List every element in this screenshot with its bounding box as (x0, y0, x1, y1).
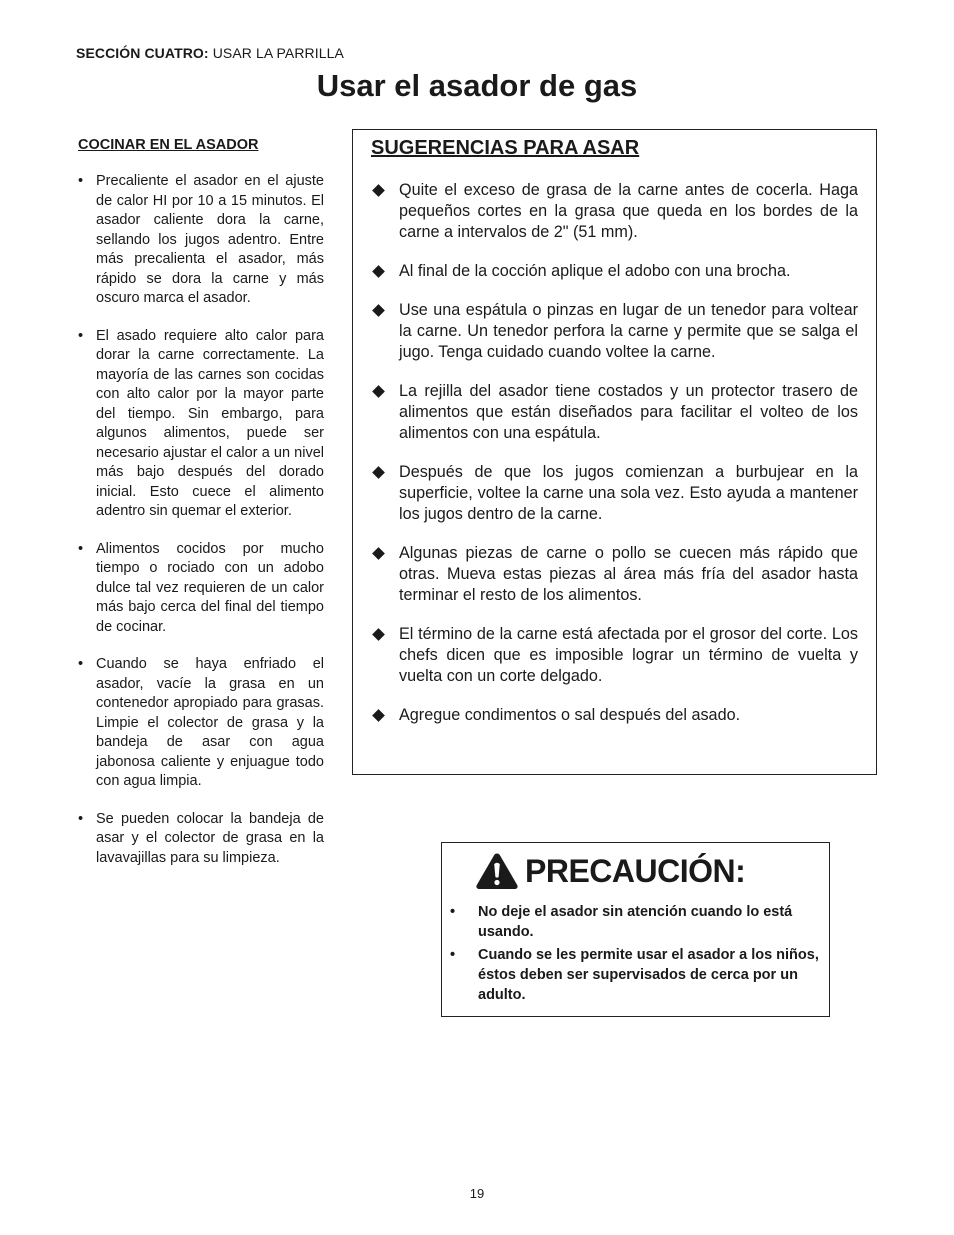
bullet-dot-icon: • (78, 810, 84, 827)
list-item (78, 810, 324, 869)
bullet-dot-icon: • (78, 173, 84, 189)
caution-item (450, 902, 820, 942)
bullet-dot-icon: • (78, 540, 84, 557)
list-item-text: Cuando se haya enfriado el asador, vacíe la grasa en un contenedor apropiado para grasas. Limpie el colector de grasa y la bandeja de asar con agua jabonosa caliente y enjuague todo con agua limpia. (96, 656, 324, 789)
diamond-bullet-icon (372, 184, 385, 197)
tip-text: Algunas piezas de carne o pollo se cuecen más rápido que otras. Mueva estas piezas al área más fría del asador hasta terminar el resto de los alimentos. (399, 544, 858, 604)
tip-item (373, 180, 858, 243)
diamond-bullet-icon (372, 304, 385, 317)
bullet-dot-icon: • (450, 904, 456, 920)
cooking-column (78, 137, 324, 886)
grilling-tips-box (352, 129, 877, 775)
tip-item (373, 543, 858, 606)
tip-item (373, 705, 858, 726)
tip-item (373, 381, 858, 444)
tip-item (373, 624, 858, 687)
diamond-bullet-icon (372, 385, 385, 398)
page-number: 19 (469, 1186, 485, 1201)
tip-text: Después de que los jugos comienzan a burbujear en la superficie, voltee la carne una sola vez. Esto ayuda a mantener los jugos dentro de la carne. (399, 463, 858, 523)
diamond-bullet-icon (372, 628, 385, 641)
list-item (78, 327, 324, 522)
diamond-bullet-icon (372, 265, 385, 278)
tip-text: Al final de la cocción aplique el adobo con una brocha. (399, 262, 791, 280)
caution-item (450, 945, 820, 1005)
tips-heading: SUGERENCIAS PARA ASAR (371, 137, 640, 159)
list-item (78, 172, 324, 309)
tip-text: El término de la carne está afectada por el grosor del corte. Los chefs dicen que es imposible lograr un término de vuelta y vuelta con un corte delgado. (399, 625, 858, 685)
caution-title-row (475, 851, 745, 891)
diamond-bullet-icon (372, 709, 385, 722)
section-header (76, 45, 344, 61)
diamond-bullet-icon (372, 547, 385, 560)
caution-box (441, 842, 830, 1017)
caution-title: PRECAUCIÓN: (525, 852, 746, 889)
list-item-text: Precaliente el asador en el ajuste de calor HI por 10 a 15 minutos. El asador caliente dora la carne, sellando los jugos adentro. Entre más precalienta el asador, más rápido se dora la carne y más oscuro marca el asador. (96, 173, 324, 306)
cooking-list (78, 172, 324, 868)
page-title: Usar el asador de gas (316, 68, 638, 103)
list-item (78, 655, 324, 792)
tip-text: Use una espátula o pinzas en lugar de un tenedor para voltear la carne. Un tenedor perfora la carne y permite que se salga el jugo. Tenga cuidado cuando voltee la carne. (399, 301, 858, 361)
list-item-text: El asado requiere alto calor para dorar la carne correctamente. La mayoría de las carnes son cocidas con alto calor por la mayor parte del tiempo. Sin embargo, para algunos alimentos, puede ser necesario ajustar el calor a un nivel más bajo después del dorado inicial. Esto cuece el alimento adentro sin quemar el exterior. (96, 327, 324, 519)
section-name: USAR LA PARRILLA (212, 45, 344, 61)
caution-text: Cuando se les permite usar el asador a los niños, éstos deben ser supervisados de cerca por un adulto. (478, 947, 819, 1003)
tip-text: La rejilla del asador tiene costados y un protector trasero de alimentos que están diseñados para facilitar el volteo de los alimentos con una espátula. (399, 382, 858, 442)
caution-list (450, 902, 820, 1008)
tip-item (373, 300, 858, 363)
tip-text: Quite el exceso de grasa de la carne antes de cocerla. Haga pequeños cortes en la grasa que queda en los bordes de la carne a intervalos de 2" (51 mm). (399, 181, 858, 241)
diamond-bullet-icon (372, 466, 385, 479)
tip-item (373, 261, 858, 282)
cooking-heading: COCINAR EN EL ASADOR (78, 137, 259, 153)
bullet-dot-icon: • (78, 327, 84, 344)
bullet-dot-icon: • (78, 656, 84, 672)
list-item-text: Se pueden colocar la bandeja de asar y el colector de grasa en la lavavajillas para su limpieza. (96, 810, 324, 866)
tip-item (373, 462, 858, 525)
section-label: SECCIÓN CUATRO: (76, 45, 209, 61)
tips-list (373, 180, 858, 744)
bullet-dot-icon: • (450, 947, 456, 963)
list-item-text: Alimentos cocidos por mucho tiempo o rociado con un adobo dulce tal vez requieren de un calor más bajo cerca del final del tiempo de cocinar. (96, 540, 324, 635)
warning-triangle-icon (475, 852, 519, 890)
caution-text: No deje el asador sin atención cuando lo está usando. (478, 904, 793, 940)
list-item (78, 540, 324, 638)
tip-text: Agregue condimentos o sal después del asado. (399, 706, 741, 724)
